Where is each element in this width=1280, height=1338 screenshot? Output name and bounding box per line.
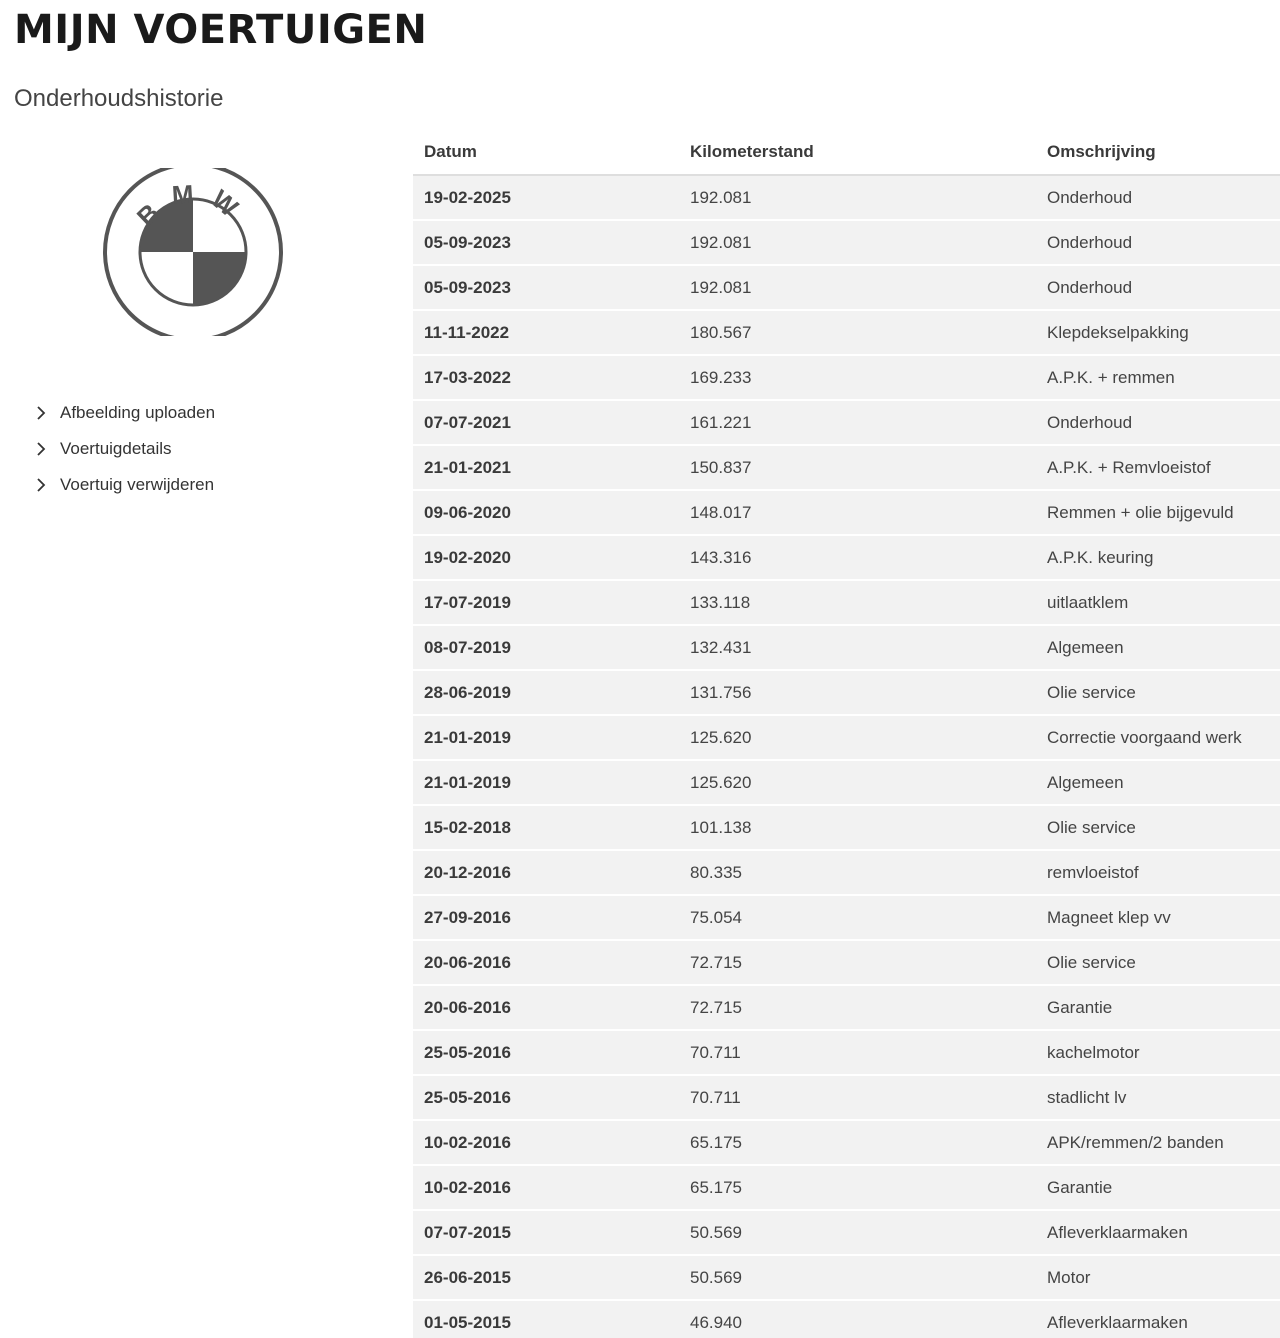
sidebar-item-voertuig-verwijderen[interactable] — [34, 467, 215, 503]
sidebar-item-label: Voertuigdetails — [60, 439, 172, 458]
cell-datum: 25-05-2016 — [413, 1075, 679, 1120]
table-row — [413, 760, 1280, 805]
cell-omschrijving: Klepdekselpakking — [1036, 310, 1280, 355]
table-row — [413, 715, 1280, 760]
cell-kilometerstand: 50.569 — [679, 1210, 1036, 1255]
cell-omschrijving: Garantie — [1036, 1165, 1280, 1210]
sidebar-item-label: Voertuig verwijderen — [60, 475, 215, 494]
chevron-right-icon — [34, 476, 48, 494]
cell-kilometerstand: 133.118 — [679, 580, 1036, 625]
table-row — [413, 625, 1280, 670]
cell-omschrijving: stadlicht lv — [1036, 1075, 1280, 1120]
cell-omschrijving: Olie service — [1036, 805, 1280, 850]
cell-datum: 10-02-2016 — [413, 1120, 679, 1165]
cell-kilometerstand: 148.017 — [679, 490, 1036, 535]
cell-datum: 20-06-2016 — [413, 985, 679, 1030]
table-row — [413, 535, 1280, 580]
table-row — [413, 490, 1280, 535]
sidebar-item-voertuigdetails[interactable] — [34, 431, 215, 467]
cell-omschrijving: uitlaatklem — [1036, 580, 1280, 625]
cell-kilometerstand: 70.711 — [679, 1075, 1036, 1120]
cell-datum: 07-07-2015 — [413, 1210, 679, 1255]
cell-kilometerstand: 161.221 — [679, 400, 1036, 445]
cell-omschrijving: remvloeistof — [1036, 850, 1280, 895]
cell-datum: 27-09-2016 — [413, 895, 679, 940]
cell-kilometerstand: 125.620 — [679, 715, 1036, 760]
cell-datum: 07-07-2021 — [413, 400, 679, 445]
table-row — [413, 805, 1280, 850]
cell-datum: 08-07-2019 — [413, 625, 679, 670]
cell-datum: 09-06-2020 — [413, 490, 679, 535]
bmw-logo — [100, 168, 286, 336]
cell-datum: 01-05-2015 — [413, 1300, 679, 1338]
cell-omschrijving: Algemeen — [1036, 760, 1280, 805]
cell-omschrijving: Olie service — [1036, 940, 1280, 985]
page-title: MIJN VOERTUIGEN — [14, 7, 428, 53]
cell-omschrijving: Onderhoud — [1036, 265, 1280, 310]
cell-datum: 10-02-2016 — [413, 1165, 679, 1210]
chevron-right-icon — [34, 440, 48, 458]
cell-datum: 11-11-2022 — [413, 310, 679, 355]
cell-datum: 20-06-2016 — [413, 940, 679, 985]
section-title: Onderhoudshistorie — [14, 85, 224, 112]
cell-kilometerstand: 80.335 — [679, 850, 1036, 895]
table-row — [413, 670, 1280, 715]
cell-datum: 15-02-2018 — [413, 805, 679, 850]
table-row — [413, 265, 1280, 310]
cell-datum: 17-03-2022 — [413, 355, 679, 400]
cell-omschrijving: Magneet klep vv — [1036, 895, 1280, 940]
column-header-kilometerstand: Kilometerstand — [679, 130, 1036, 175]
cell-datum: 05-09-2023 — [413, 265, 679, 310]
sidebar-menu — [34, 395, 215, 503]
table-row — [413, 1210, 1280, 1255]
table-row — [413, 850, 1280, 895]
table-row — [413, 1300, 1280, 1338]
table-row — [413, 355, 1280, 400]
table-row — [413, 445, 1280, 490]
cell-kilometerstand: 125.620 — [679, 760, 1036, 805]
cell-datum: 05-09-2023 — [413, 220, 679, 265]
table-row — [413, 175, 1280, 220]
cell-omschrijving: Remmen + olie bijgevuld — [1036, 490, 1280, 535]
cell-datum: 19-02-2020 — [413, 535, 679, 580]
cell-omschrijving: Olie service — [1036, 670, 1280, 715]
table-row — [413, 1120, 1280, 1165]
cell-kilometerstand: 143.316 — [679, 535, 1036, 580]
table-row — [413, 220, 1280, 265]
table-row — [413, 1075, 1280, 1120]
cell-kilometerstand: 150.837 — [679, 445, 1036, 490]
cell-datum: 28-06-2019 — [413, 670, 679, 715]
table-row — [413, 1165, 1280, 1210]
table-row — [413, 1030, 1280, 1075]
cell-omschrijving: Motor — [1036, 1255, 1280, 1300]
cell-omschrijving: Garantie — [1036, 985, 1280, 1030]
cell-omschrijving: Afleverklaarmaken — [1036, 1210, 1280, 1255]
cell-omschrijving: Correctie voorgaand werk — [1036, 715, 1280, 760]
cell-datum: 21-01-2019 — [413, 760, 679, 805]
cell-kilometerstand: 131.756 — [679, 670, 1036, 715]
cell-kilometerstand: 72.715 — [679, 940, 1036, 985]
cell-datum: 21-01-2021 — [413, 445, 679, 490]
column-header-omschrijving: Omschrijving — [1036, 130, 1280, 175]
logo-lettering: BMW — [130, 178, 255, 233]
cell-datum: 25-05-2016 — [413, 1030, 679, 1075]
table-row — [413, 940, 1280, 985]
cell-kilometerstand: 132.431 — [679, 625, 1036, 670]
cell-omschrijving: Onderhoud — [1036, 175, 1280, 220]
cell-omschrijving: Onderhoud — [1036, 220, 1280, 265]
sidebar-item-afbeelding-uploaden[interactable] — [34, 395, 215, 431]
cell-kilometerstand: 65.175 — [679, 1120, 1036, 1165]
table-header-row — [413, 130, 1280, 175]
cell-datum: 20-12-2016 — [413, 850, 679, 895]
cell-kilometerstand: 192.081 — [679, 175, 1036, 220]
sidebar-item-label: Afbeelding uploaden — [60, 403, 216, 422]
maintenance-history-table — [413, 130, 1280, 1338]
cell-datum: 17-07-2019 — [413, 580, 679, 625]
table-row — [413, 400, 1280, 445]
cell-kilometerstand: 75.054 — [679, 895, 1036, 940]
cell-omschrijving: A.P.K. + remmen — [1036, 355, 1280, 400]
column-header-datum: Datum — [413, 130, 679, 175]
table-row — [413, 895, 1280, 940]
cell-omschrijving: A.P.K. keuring — [1036, 535, 1280, 580]
cell-kilometerstand: 65.175 — [679, 1165, 1036, 1210]
chevron-right-icon — [34, 404, 48, 422]
cell-kilometerstand: 169.233 — [679, 355, 1036, 400]
table-row — [413, 580, 1280, 625]
cell-omschrijving: APK/remmen/2 banden — [1036, 1120, 1280, 1165]
cell-omschrijving: Afleverklaarmaken — [1036, 1300, 1280, 1338]
table-row — [413, 985, 1280, 1030]
cell-kilometerstand: 192.081 — [679, 220, 1036, 265]
cell-datum: 21-01-2019 — [413, 715, 679, 760]
table-row — [413, 1255, 1280, 1300]
cell-datum: 26-06-2015 — [413, 1255, 679, 1300]
cell-omschrijving: Onderhoud — [1036, 400, 1280, 445]
cell-kilometerstand: 50.569 — [679, 1255, 1036, 1300]
cell-kilometerstand: 101.138 — [679, 805, 1036, 850]
cell-kilometerstand: 180.567 — [679, 310, 1036, 355]
cell-omschrijving: A.P.K. + Remvloeistof — [1036, 445, 1280, 490]
cell-kilometerstand: 70.711 — [679, 1030, 1036, 1075]
cell-kilometerstand: 72.715 — [679, 985, 1036, 1030]
cell-omschrijving: kachelmotor — [1036, 1030, 1280, 1075]
table-row — [413, 310, 1280, 355]
cell-omschrijving: Algemeen — [1036, 625, 1280, 670]
cell-kilometerstand: 192.081 — [679, 265, 1036, 310]
table-body — [413, 175, 1280, 1338]
cell-kilometerstand: 46.940 — [679, 1300, 1036, 1338]
cell-datum: 19-02-2025 — [413, 175, 679, 220]
